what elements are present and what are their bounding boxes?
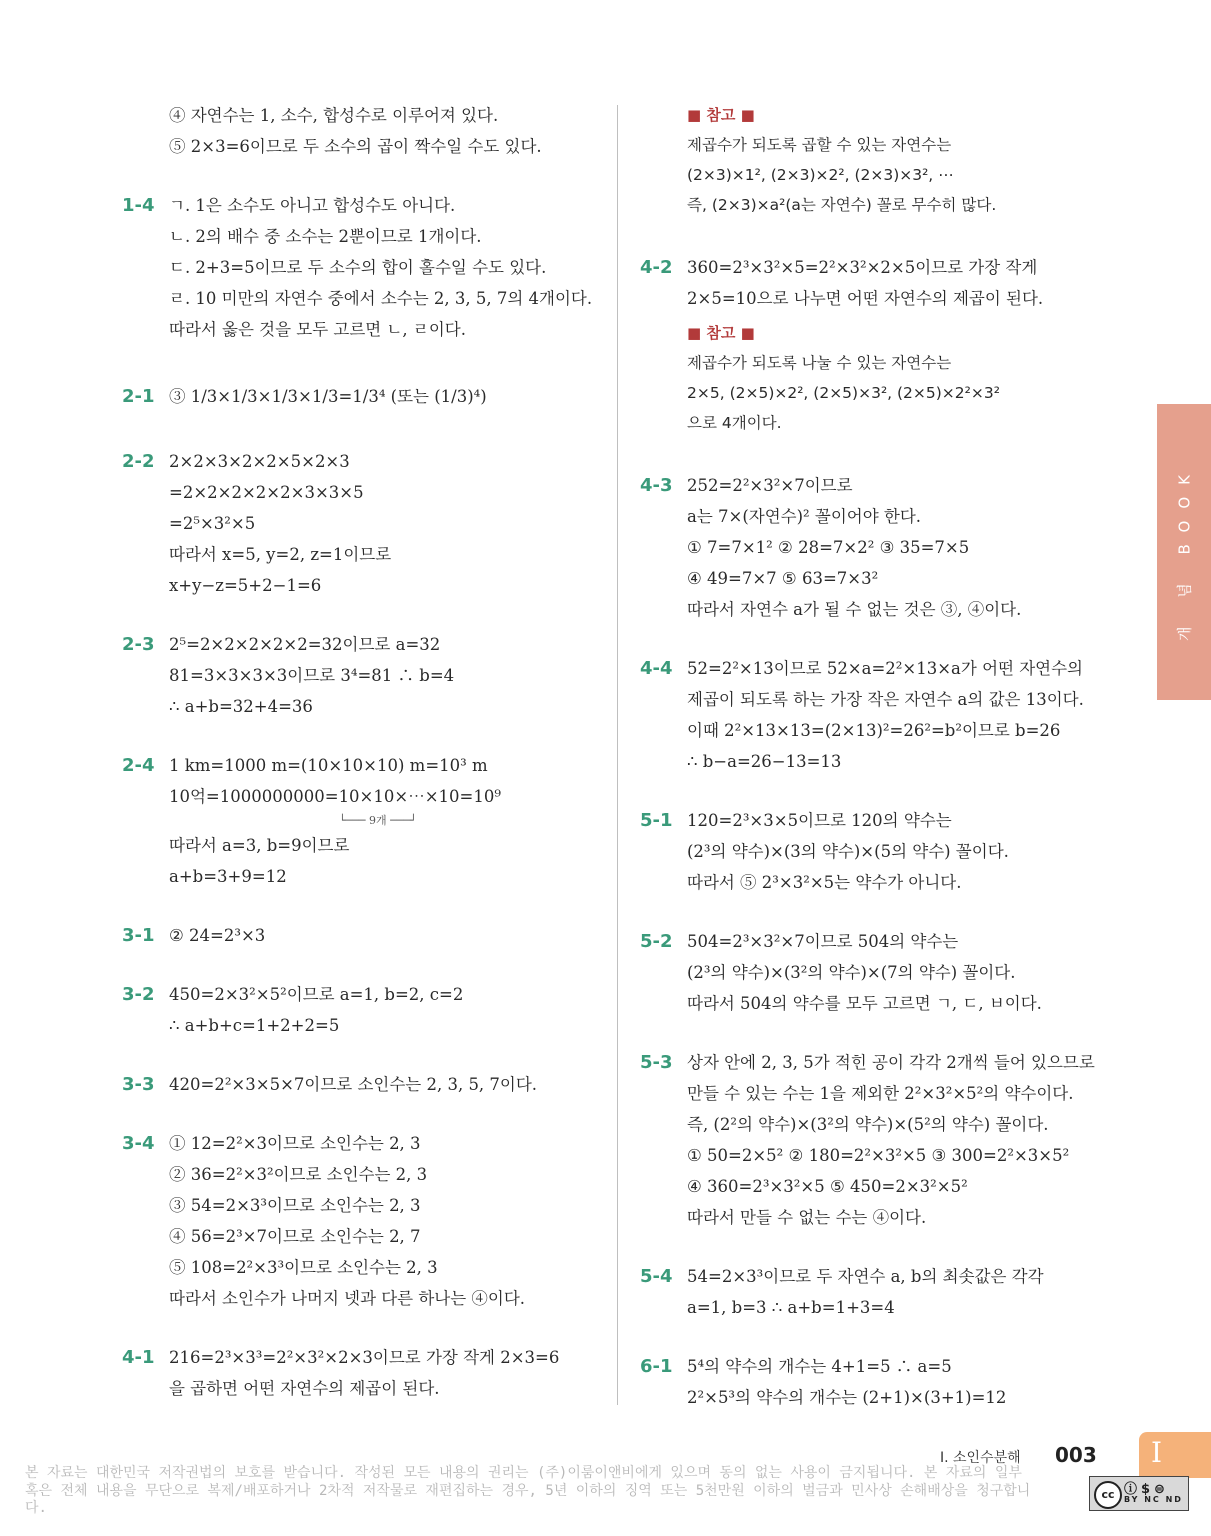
side-tab-label: 개 념 BOOK	[1175, 463, 1194, 641]
solution-line: 2×2×3×2×2×5×2×3	[169, 452, 350, 471]
solution-label: 2-3	[122, 634, 155, 655]
solution-5-4	[640, 1261, 1140, 1323]
solution-1-4	[122, 190, 602, 345]
solution-4-4	[640, 653, 1140, 777]
license-tags: BY NC ND	[1124, 1495, 1183, 1504]
solution-line: ∴ a+b+c=1+2+2=5	[169, 1016, 340, 1035]
solution-line: a=1, b=3 ∴ a+b=1+3=4	[687, 1298, 895, 1317]
solution-line: 즉, (2²의 약수)×(3²의 약수)×(5²의 약수) 꼴이다.	[687, 1115, 1049, 1134]
solution-label: 4-3	[640, 475, 673, 496]
solution-line: 따라서 504의 약수를 모두 고르면 ㄱ, ㄷ, ㅂ이다.	[687, 994, 1042, 1013]
solution-3-2	[122, 979, 602, 1041]
solution-label: 6-1	[640, 1356, 673, 1377]
solution-label: 5-2	[640, 931, 673, 952]
solution-label: 5-4	[640, 1266, 673, 1287]
solution-line: 제곱이 되도록 하는 가장 작은 자연수 a의 값은 13이다.	[687, 690, 1084, 709]
reference-title: ■ 참고 ■	[687, 106, 755, 124]
solution-line: 2⁵=2×2×2×2×2=32이므로 a=32	[169, 635, 441, 654]
solution-line: 이때 2²×13×13=(2×13)²=26²=b²이므로 b=26	[687, 721, 1061, 740]
solution-line: ① 7=7×1² ② 28=7×2² ③ 35=7×5	[687, 538, 970, 557]
brace-note: └─── 9개 ───┘	[339, 814, 417, 827]
solution-line: ① 12=2²×3이므로 소인수는 2, 3	[169, 1134, 421, 1153]
solution-label: 3-2	[122, 984, 155, 1005]
solution-6-1	[640, 1351, 1140, 1413]
solution-line: ③ 54=2×3³이므로 소인수는 2, 3	[169, 1196, 421, 1215]
solution-label: 3-3	[122, 1074, 155, 1095]
solution-line: ∴ a+b=32+4=36	[169, 697, 313, 716]
solution-label: 3-1	[122, 925, 155, 946]
footer-section-title: Ⅰ. 소인수분해	[940, 1450, 1021, 1466]
solution-line: 을 곱하면 어떤 자연수의 제곱이 된다.	[169, 1379, 440, 1398]
solution-line: 216=2³×3³=2²×3²×2×3이므로 가장 작게 2×3=6	[169, 1348, 560, 1367]
solution-2-1	[122, 381, 602, 412]
reference-line: (2×3)×1², (2×3)×2², (2×3)×3², ⋯	[687, 166, 954, 184]
solution-2-3	[122, 629, 602, 722]
solution-line: 따라서 a=3, b=9이므로	[169, 836, 350, 855]
reference-box-2	[640, 318, 1140, 438]
solution-line: 상자 안에 2, 3, 5가 적힌 공이 각각 2개씩 들어 있으므로	[687, 1053, 1095, 1072]
solution-5-1	[640, 805, 1140, 898]
solution-line: 504=2³×3²×7이므로 504의 약수는	[687, 932, 959, 951]
solution-line: ∴ b−a=26−13=13	[687, 752, 842, 771]
solution-line: x+y−z=5+2−1=6	[169, 576, 322, 595]
solution-label: 2-4	[122, 755, 155, 776]
solution-line: ④ 56=2³×7이므로 소인수는 2, 7	[169, 1227, 421, 1246]
solution-label: 5-3	[640, 1052, 673, 1073]
solution-label: 4-1	[122, 1347, 155, 1368]
reference-box-1	[640, 100, 1140, 220]
solution-line: =2×2×2×2×2×3×3×5	[169, 483, 364, 502]
solution-label: 4-4	[640, 658, 673, 679]
solution-label: 4-2	[640, 257, 673, 278]
solution-line: ㄷ. 2+3=5이므로 두 소수의 합이 홀수일 수도 있다.	[169, 258, 547, 277]
solution-line: 420=2²×3×5×7이므로 소인수는 2, 3, 5, 7이다.	[169, 1075, 538, 1094]
solution-line: a는 7×(자연수)² 꼴이어야 한다.	[687, 507, 922, 526]
solution-label: 5-1	[640, 810, 673, 831]
cc-icon: cc	[1094, 1481, 1122, 1509]
solution-line: 252=2²×3²×7이므로	[687, 476, 853, 495]
solution-line: a+b=3+9=12	[169, 867, 287, 886]
solution-5-2	[640, 926, 1140, 1019]
intro-line: ⑤ 2×3=6이므로 두 소수의 곱이 짝수일 수도 있다.	[169, 137, 542, 156]
intro-line: ④ 자연수는 1, 소수, 합성수로 이루어져 있다.	[169, 106, 499, 125]
license-icons: ⓘ$⊜	[1124, 1482, 1169, 1497]
creative-commons-badge	[1089, 1476, 1189, 1511]
solution-line: ㄹ. 10 미만의 자연수 중에서 소수는 2, 3, 5, 7의 4개이다.	[169, 289, 593, 308]
chapter-tab	[1139, 1432, 1211, 1478]
solution-line: ㄱ. 1은 소수도 아니고 합성수도 아니다.	[169, 196, 456, 215]
solution-line: 2²×5³의 약수의 개수는 (2+1)×(3+1)=12	[687, 1388, 1007, 1407]
solution-line: 1 km=1000 m=(10×10×10) m=10³ m	[169, 756, 488, 775]
solution-line: 따라서 ⑤ 2³×3²×5는 약수가 아니다.	[687, 873, 962, 892]
solution-2-2	[122, 446, 602, 601]
solution-line: ④ 49=7×7 ⑤ 63=7×3²	[687, 569, 879, 588]
column-divider	[617, 105, 618, 1405]
reference-line: 즉, (2×3)×a²(a는 자연수) 꼴로 무수히 많다.	[687, 196, 997, 214]
solution-line: ② 36=2²×3²이므로 소인수는 2, 3	[169, 1165, 428, 1184]
reference-line: 2×5, (2×5)×2², (2×5)×3², (2×5)×2²×3²	[687, 384, 1000, 402]
solution-5-3	[640, 1047, 1140, 1233]
left-column	[122, 100, 602, 1404]
solution-4-1	[122, 1342, 602, 1404]
solution-line: 120=2³×3×5이므로 120의 약수는	[687, 811, 952, 830]
solution-label: 2-2	[122, 451, 155, 472]
reference-line: 으로 4개이다.	[687, 414, 782, 432]
solution-4-2	[640, 252, 1140, 314]
solution-line: 만들 수 있는 수는 1을 제외한 2²×3²×5²의 약수이다.	[687, 1084, 1074, 1103]
solution-line: 2×5=10으로 나누면 어떤 자연수의 제곱이 된다.	[687, 289, 1044, 308]
intro-block	[122, 100, 602, 162]
solution-line: =2⁵×3²×5	[169, 514, 256, 533]
solution-line: 따라서 만들 수 없는 수는 ④이다.	[687, 1208, 927, 1227]
solution-line: ㄴ. 2의 배수 중 소수는 2뿐이므로 1개이다.	[169, 227, 482, 246]
page-number: 003	[1055, 1443, 1097, 1467]
solution-line: ① 50=2×5² ② 180=2²×3²×5 ③ 300=2²×3×5²	[687, 1146, 1070, 1165]
solution-line: 따라서 자연수 a가 될 수 없는 것은 ③, ④이다.	[687, 600, 1022, 619]
solution-line: ⑤ 108=2²×3³이므로 소인수는 2, 3	[169, 1258, 438, 1277]
copyright-notice: 본 자료는 대한민국 저작권법의 보호를 받습니다. 작성된 모든 내용의 권리는 (주)이룸이앤비에게 있으며 동의 없는 사용이 금지됩니다. 본 자료의 일부 혹은 전체 내용을 무단으로 복제/배포하거나 2차적 저작물로 재편집하는 경우, 5년 이하의 징역 또는 5천만원 이하의 벌금과 민사상 손해배상을 청구합니다.	[25, 1465, 1031, 1516]
solution-4-3	[640, 470, 1140, 625]
solution-line: 81=3×3×3×3이므로 3⁴=81 ∴ b=4	[169, 666, 455, 685]
solution-line: 54=2×3³이므로 두 자연수 a, b의 최솟값은 각각	[687, 1267, 1044, 1286]
right-column	[640, 100, 1140, 1413]
solution-line: 10억=1000000000=10×10×⋯×10=10⁹	[169, 787, 501, 806]
solution-line: ② 24=2³×3	[169, 926, 266, 945]
solution-line: (2³의 약수)×(3의 약수)×(5의 약수) 꼴이다.	[687, 842, 1009, 861]
concept-book-side-tab	[1157, 404, 1211, 700]
reference-line: 제곱수가 되도록 나눌 수 있는 자연수는	[687, 354, 952, 372]
reference-title: ■ 참고 ■	[687, 324, 755, 342]
reference-line: 제곱수가 되도록 곱할 수 있는 자연수는	[687, 136, 952, 154]
solution-line: 따라서 옳은 것을 모두 고르면 ㄴ, ㄹ이다.	[169, 320, 466, 339]
solution-label: 2-1	[122, 386, 155, 407]
solution-label: 3-4	[122, 1133, 155, 1154]
solution-line: (2³의 약수)×(3²의 약수)×(7의 약수) 꼴이다.	[687, 963, 1016, 982]
solution-line: ④ 360=2³×3²×5 ⑤ 450=2×3²×5²	[687, 1177, 968, 1196]
solution-3-1	[122, 920, 602, 951]
solution-line: 따라서 x=5, y=2, z=1이므로	[169, 545, 392, 564]
solution-3-3	[122, 1069, 602, 1100]
solution-line: 450=2×3²×5²이므로 a=1, b=2, c=2	[169, 985, 464, 1004]
solution-line: 360=2³×3²×5=2²×3²×2×5이므로 가장 작게	[687, 258, 1038, 277]
solution-label: 1-4	[122, 195, 155, 216]
solution-line: ③ 1/3×1/3×1/3×1/3=1/3⁴ (또는 (1/3)⁴)	[169, 387, 487, 406]
solution-line: 5⁴의 약수의 개수는 4+1=5 ∴ a=5	[687, 1357, 952, 1376]
solution-2-4	[122, 750, 602, 892]
chapter-numeral: Ⅰ	[1151, 1436, 1163, 1469]
solution-line: 따라서 소인수가 나머지 넷과 다른 하나는 ④이다.	[169, 1289, 526, 1308]
solution-line: 52=2²×13이므로 52×a=2²×13×a가 어떤 자연수의	[687, 659, 1083, 678]
solution-3-4	[122, 1128, 602, 1314]
